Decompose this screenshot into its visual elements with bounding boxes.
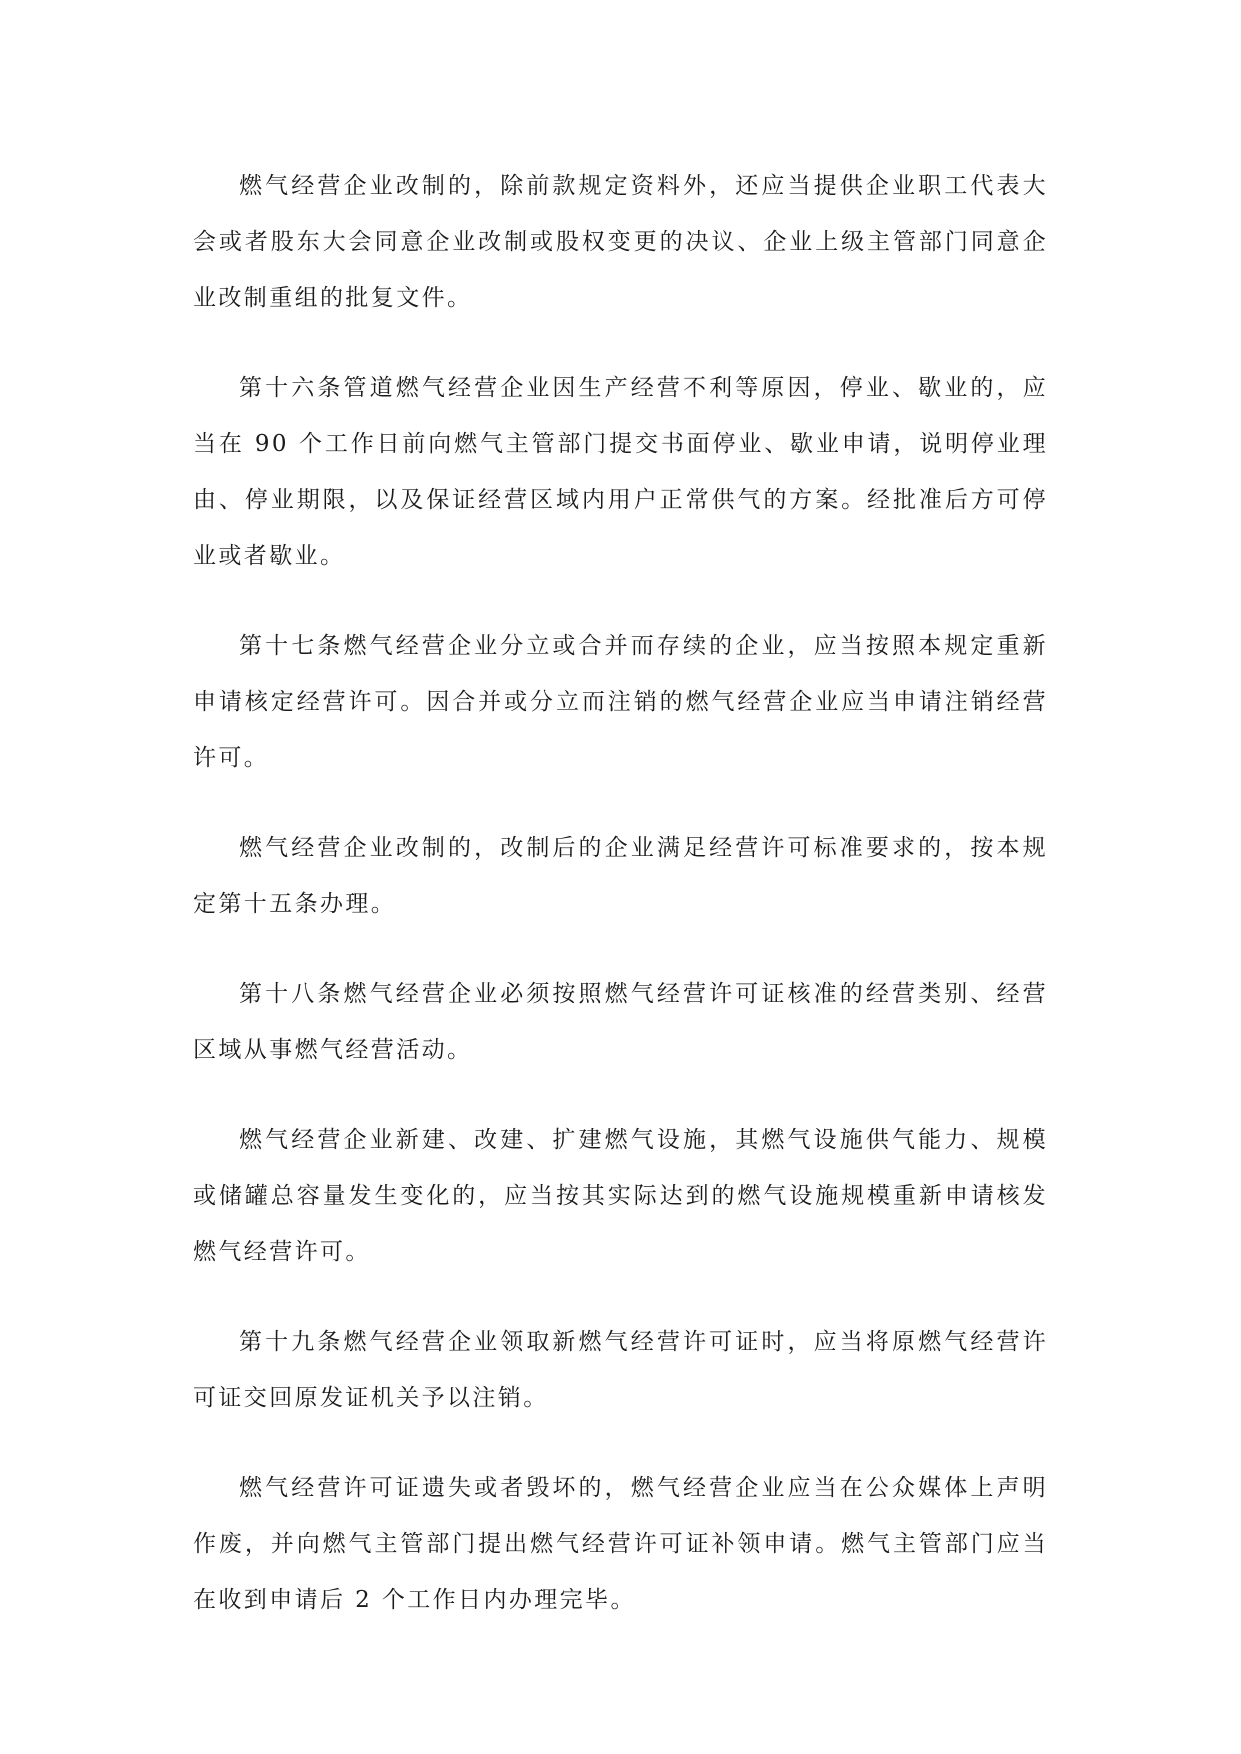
paragraph-restructuring-article-15: 燃气经营企业改制的，改制后的企业满足经营许可标准要求的，按本规定第十五条办理。 [193,835,1048,917]
paragraph-restructuring-documents: 燃气经营企业改制的，除前款规定资料外，还应当提供企业职工代表大会或者股东大会同意企业改制或股权变更的决议、企业上级主管部门同意企业改制重组的批复文件。 [193,173,1048,311]
paragraph-article-18: 第十八条燃气经营企业必须按照燃气经营许可证核准的经营类别、经营区域从事燃气经营活动。 [193,981,1048,1063]
paragraph-article-16: 第十六条管道燃气经营企业因生产经营不利等原因，停业、歇业的，应当在 90 个工作日前向燃气主管部门提交书面停业、歇业申请，说明停业理由、停业期限，以及保证经营区域内用户正常供气的方案。经批准后方可停业或者歇业。 [193,375,1048,569]
paragraph-license-reissue: 燃气经营许可证遗失或者毁坏的，燃气经营企业应当在公众媒体上声明作废，并向燃气主管部门提出燃气经营许可证补领申请。燃气主管部门应当在收到申请后 2 个工作日内办理完毕。 [193,1475,1048,1613]
paragraph-article-19: 第十九条燃气经营企业领取新燃气经营许可证时，应当将原燃气经营许可证交回原发证机关予以注销。 [193,1329,1048,1411]
paragraph-facility-expansion: 燃气经营企业新建、改建、扩建燃气设施，其燃气设施供气能力、规模或储罐总容量发生变化的，应当按其实际达到的燃气设施规模重新申请核发燃气经营许可。 [193,1127,1048,1265]
document-body [193,158,1048,1628]
paragraph-article-17: 第十七条燃气经营企业分立或合并而存续的企业，应当按照本规定重新申请核定经营许可。因合并或分立而注销的燃气经营企业应当申请注销经营许可。 [193,633,1048,771]
